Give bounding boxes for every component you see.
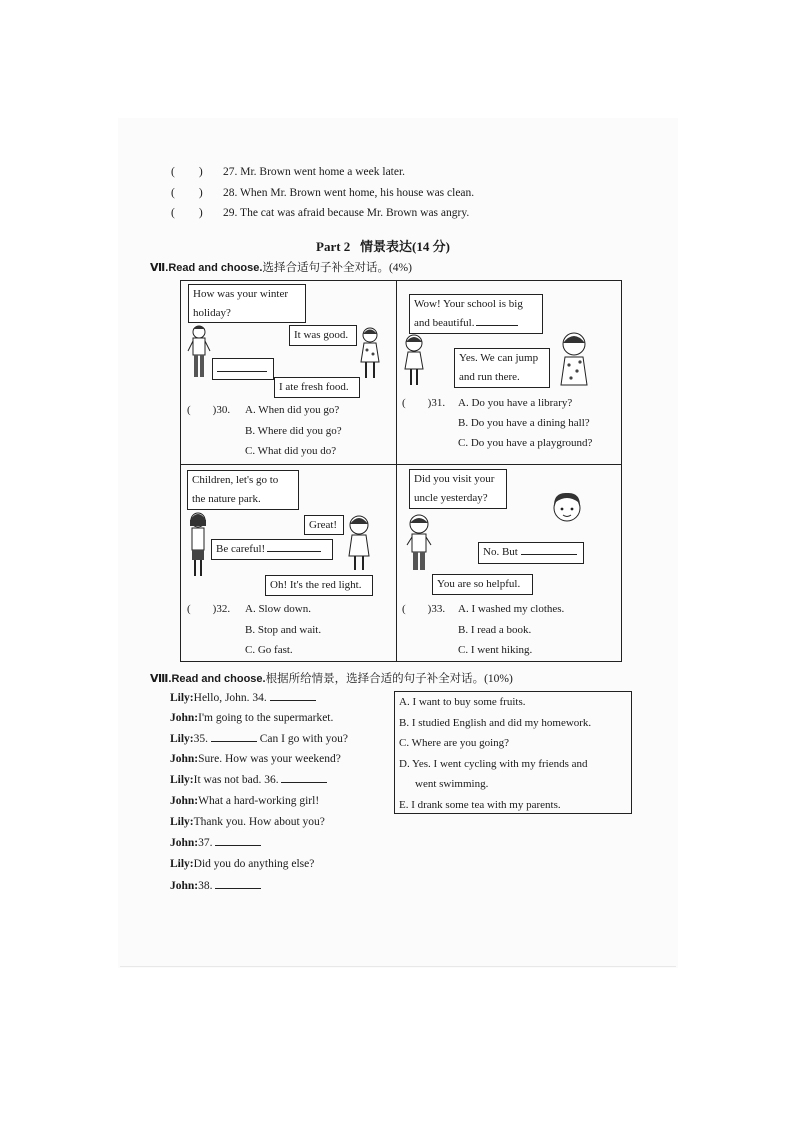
dialogue-line-9: Lily:Did you do anything else?	[170, 858, 315, 870]
dialogue-line-4: John:Sure. How was your weekend?	[170, 753, 341, 765]
bubble-be-careful: Be careful!	[211, 539, 333, 560]
bubble-school-big: Wow! Your school is big and beautiful.	[409, 294, 543, 334]
option-31a: A. Do you have a library?	[458, 397, 573, 409]
girl-figure	[358, 326, 382, 382]
bubble-no-but: No. But	[478, 542, 584, 564]
choice-e: E. I drank some tea with my parents.	[399, 798, 561, 811]
option-30c: C. What did you do?	[245, 445, 337, 457]
option-31c: C. Do you have a playground?	[458, 437, 593, 449]
choice-c: C. Where are you going?	[399, 737, 510, 749]
girl-face-33	[549, 490, 585, 530]
option-33a: A. I washed my clothes.	[458, 603, 565, 615]
bubble-winter-holiday: How was your winter holiday?	[188, 284, 306, 323]
grid-divider-vertical	[396, 281, 397, 661]
boy-figure-33	[405, 513, 433, 573]
child-figure-32	[344, 514, 374, 572]
tf-item-28: ( ) 28. When Mr. Brown went home, his house was clean.	[171, 187, 475, 199]
choice-a: A. I want to buy some fruits.	[399, 696, 526, 708]
option-32a: A. Slow down.	[245, 603, 312, 615]
dialogue-line-8: John:37.	[170, 837, 261, 849]
bubble-so-helpful: You are so helpful.	[432, 574, 533, 595]
smiling-girl-figure	[557, 331, 591, 387]
part-title: Part 2 情景表达(14 分)	[316, 239, 450, 254]
dialogue-line-10: John:38.	[170, 880, 261, 892]
option-30a: A. When did you go?	[245, 404, 340, 416]
bubble-nature-park: Children, let's go to the nature park.	[187, 470, 299, 510]
option-33c: C. I went hiking.	[458, 644, 533, 656]
dialogue-line-6: John:What a hard-working girl!	[170, 795, 320, 807]
bubble-it-was-good: It was good.	[289, 325, 357, 346]
dialogue-line-1: Lily:Hello, John. 34.	[170, 692, 316, 704]
choice-d-cont: went swimming.	[415, 778, 489, 790]
question-33: ( )33.	[402, 603, 446, 615]
teacher-figure	[186, 510, 210, 578]
bubble-fresh-food: I ate fresh food.	[274, 377, 360, 398]
bubble-jump-run: Yes. We can jump and run there.	[454, 348, 550, 388]
bubble-great: Great!	[304, 515, 344, 535]
choice-d: D. Yes. I went cycling with my friends and	[399, 757, 588, 770]
dialogue-line-5: Lily:It was not bad. 36.	[170, 774, 327, 786]
section-7-heading: Ⅶ.Read and choose.选择合适句子补全对话。(4%)	[150, 262, 412, 274]
section-8-heading: Ⅷ.Read and choose.根据所给情景，选择合适的句子补全对话。(10%)	[150, 673, 513, 685]
option-32b: B. Stop and wait.	[245, 624, 322, 636]
question-30: ( )30.	[187, 404, 231, 416]
bubble-red-light: Oh! It's the red light.	[265, 575, 373, 596]
option-32c: C. Go fast.	[245, 644, 293, 656]
page-bottom-edge	[120, 966, 676, 967]
dialogue-line-7: Lily:Thank you. How about you?	[170, 816, 325, 828]
bubble-answer-blank-30	[212, 358, 274, 380]
option-31b: B. Do you have a dining hall?	[458, 417, 590, 429]
dialogue-line-2: John:I'm going to the supermarket.	[170, 712, 334, 724]
dialogue-line-3: Lily:35. Can I go with you?	[170, 733, 348, 745]
question-31: ( )31.	[402, 397, 446, 409]
option-30b: B. Where did you go?	[245, 425, 342, 437]
tf-item-29: ( ) 29. The cat was afraid because Mr. Brown was angry.	[171, 207, 470, 219]
grid-divider-horizontal	[181, 464, 621, 465]
question-32: ( )32.	[187, 603, 231, 615]
tf-item-27: ( ) 27. Mr. Brown went home a week later.	[171, 166, 406, 178]
option-33b: B. I read a book.	[458, 624, 532, 636]
boy-figure	[186, 323, 212, 383]
choice-b: B. I studied English and did my homework.	[399, 716, 592, 729]
choice-box	[394, 691, 632, 814]
bubble-visit-uncle: Did you visit your uncle yesterday?	[409, 469, 507, 509]
small-girl-figure	[400, 333, 428, 389]
